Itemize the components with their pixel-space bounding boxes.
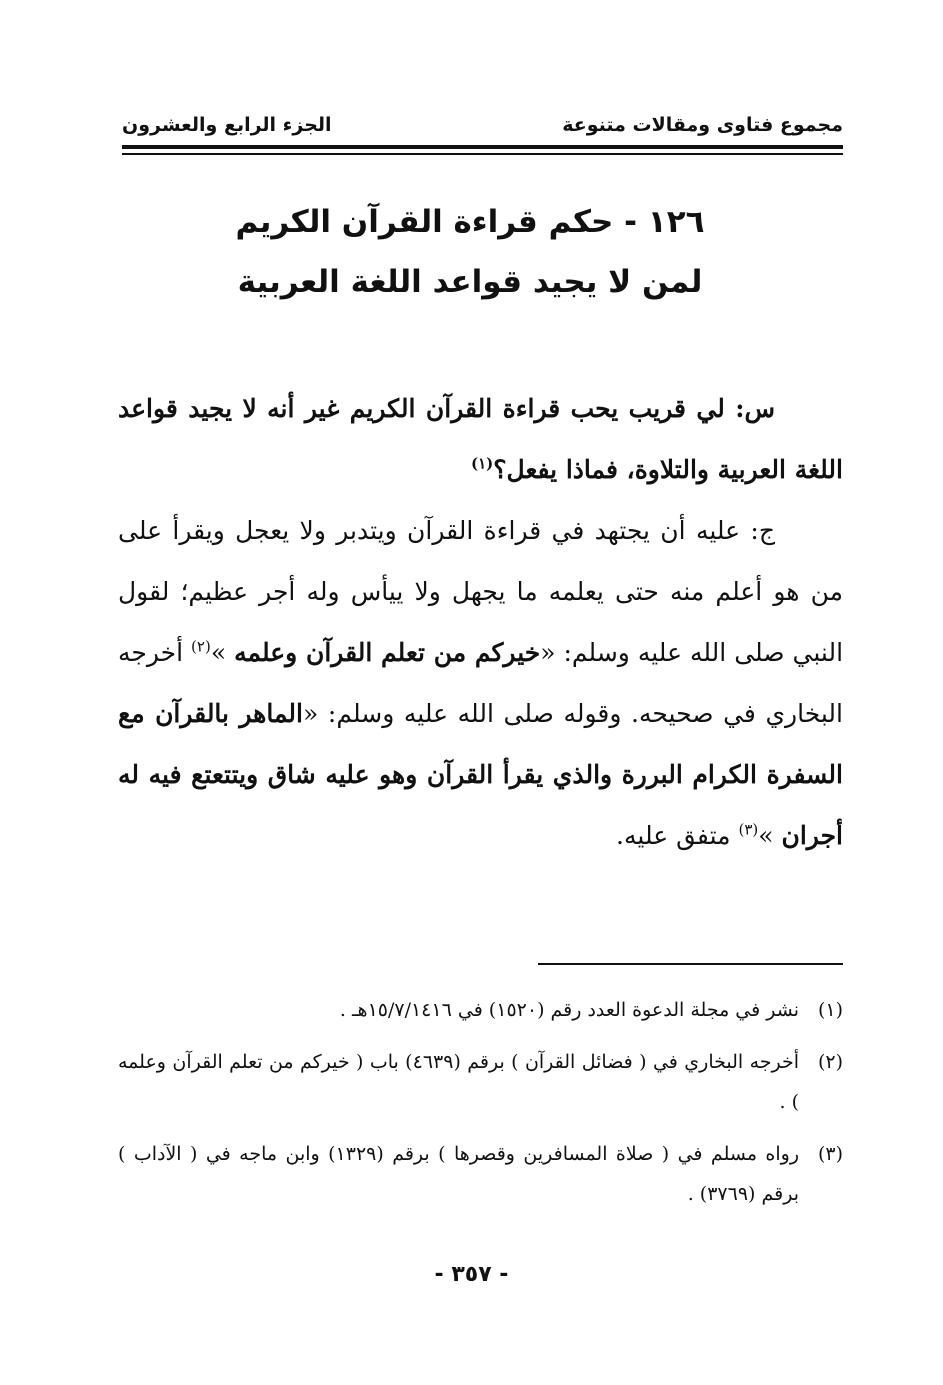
footnote-item [118, 1042, 843, 1122]
footnote-ref-2: (٢) [191, 637, 211, 656]
answer-text-2: أخرجه البخاري في صحيحه. وقوله صلى الله عليه وسلم: « [118, 638, 843, 728]
quote-close-1: » [210, 638, 227, 667]
article-title [180, 192, 760, 312]
footnote-number: (٢) [817, 1051, 844, 1073]
page-number: - ٣٥٧ - [434, 1262, 509, 1287]
answer-paragraph [118, 500, 843, 866]
footnote-number: (١) [817, 999, 843, 1021]
question-paragraph [118, 378, 843, 500]
title-line-1: ١٢٦ - حكم قراءة القرآن الكريم [235, 204, 705, 240]
footnote-number: (٣) [817, 1143, 843, 1165]
footnote-text: أخرجه البخاري في ( فضائل القرآن ) برقم (٤٦٣٩) باب ( خيركم من تعلم القرآن وعلمه ) . [118, 1051, 800, 1113]
footnotes [118, 990, 843, 1226]
footnote-item [118, 990, 843, 1030]
quote-close-2: » [758, 821, 774, 850]
running-header [122, 108, 843, 142]
answer-text-3: متفق عليه. [616, 821, 739, 850]
footnote-item [118, 1134, 843, 1214]
footnote-ref-3: (٣) [738, 820, 759, 839]
header-rule-thin [122, 153, 843, 155]
answer-text-1: ج: عليه أن يجتهد في قراءة القرآن ويتدبر ولا يعجل ويقرأ على من هو أعلم منه حتى يعلمه ما يجهل ولا ييأس وله أجر عظيم؛ لقول النبي صلى الله عليه وسلم: « [118, 516, 844, 667]
question-text: س: لي قريب يحب قراءة القرآن الكريم غير أنه لا يجيد قواعد اللغة العربية والتلاوة، فماذا يفعل؟ [118, 394, 843, 484]
footnote-ref-1: (١) [470, 454, 494, 473]
book-title: مجموع فتاوى ومقالات متنوعة [562, 114, 843, 136]
article-body [118, 378, 843, 866]
hadith-quote-1: خيركم من تعلم القرآن وعلمه [234, 638, 541, 667]
footnote-text: نشر في مجلة الدعوة العدد رقم (١٥٢٠) في ١٥/٧/١٤١٦هـ . [339, 999, 799, 1021]
footnote-separator [538, 963, 843, 965]
header-rule-thick [122, 145, 843, 149]
hadith-quote-2: الماهر بالقرآن مع السفرة الكرام البررة والذي يقرأ القرآن وهو عليه شاق ويتتعتع فيه له أجران [118, 699, 843, 850]
footnote-text: رواه مسلم في ( صلاة المسافرين وقصرها ) برقم (١٣٢٩) وابن ماجه في ( الآداب ) برقم (٣٧٦٩) . [118, 1143, 799, 1205]
volume-label: الجزء الرابع والعشرون [122, 114, 332, 136]
title-line-2: لمن لا يجيد قواعد اللغة العربية [237, 264, 703, 300]
